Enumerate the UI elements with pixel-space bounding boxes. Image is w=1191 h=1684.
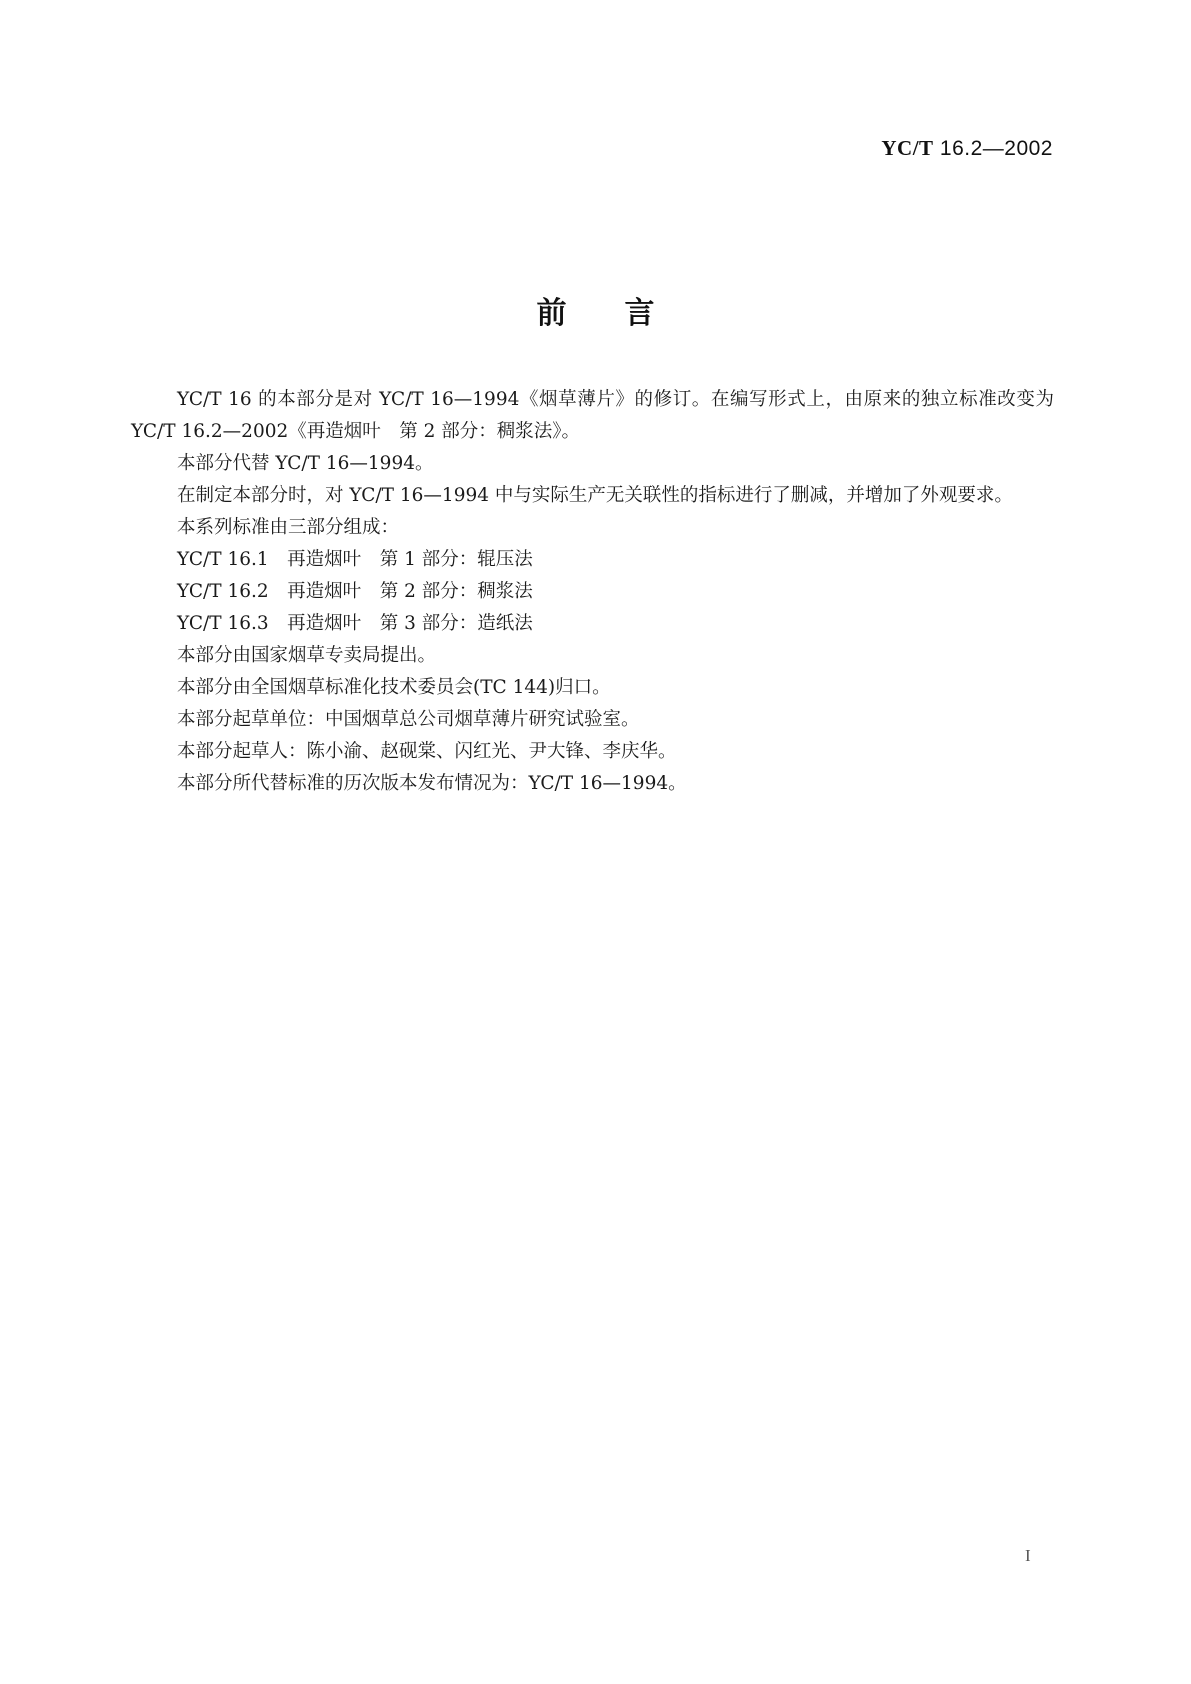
document-code-prefix: YC/T bbox=[881, 136, 934, 160]
document-code-number: 16.2—2002 bbox=[933, 137, 1053, 160]
foreword-paragraph: 本部分起草人：陈小渝、赵砚棠、闪红光、尹大锋、李庆华。 bbox=[177, 741, 677, 762]
foreword-paragraph: 本部分由国家烟草专卖局提出。 bbox=[177, 645, 437, 666]
page-title: 前言 bbox=[536, 296, 713, 331]
document-code bbox=[881, 136, 1053, 161]
series-list-item: YC/T 16.1 再造烟叶 第 1 部分：辊压法 bbox=[177, 549, 533, 570]
foreword-paragraph: 在制定本部分时，对 YC/T 16—1994 中与实际生产无关联性的指标进行了删减，并增加了外观要求。 bbox=[177, 485, 1013, 506]
series-list-item: YC/T 16.3 再造烟叶 第 3 部分：造纸法 bbox=[177, 613, 533, 634]
foreword-paragraph: YC/T 16 的本部分是对 YC/T 16—1994《烟草薄片》的修订。在编写形式上，由原来的独立标准改变为 YC/T 16.2—2002《再造烟叶 第 2 部分：稠浆法》。 bbox=[131, 389, 1054, 442]
foreword-paragraph: 本部分起草单位：中国烟草总公司烟草薄片研究试验室。 bbox=[177, 709, 640, 730]
foreword-paragraph: 本部分由全国烟草标准化技术委员会(TC 144)归口。 bbox=[177, 677, 611, 698]
page-number: I bbox=[1025, 1546, 1031, 1565]
series-list-item: YC/T 16.2 再造烟叶 第 2 部分：稠浆法 bbox=[177, 581, 533, 602]
foreword-paragraph: 本部分代替 YC/T 16—1994。 bbox=[177, 453, 434, 474]
foreword-paragraph: 本系列标准由三部分组成： bbox=[177, 517, 400, 538]
foreword-body bbox=[131, 384, 1054, 800]
foreword-paragraph: 本部分所代替标准的历次版本发布情况为：YC/T 16—1994。 bbox=[177, 773, 687, 794]
